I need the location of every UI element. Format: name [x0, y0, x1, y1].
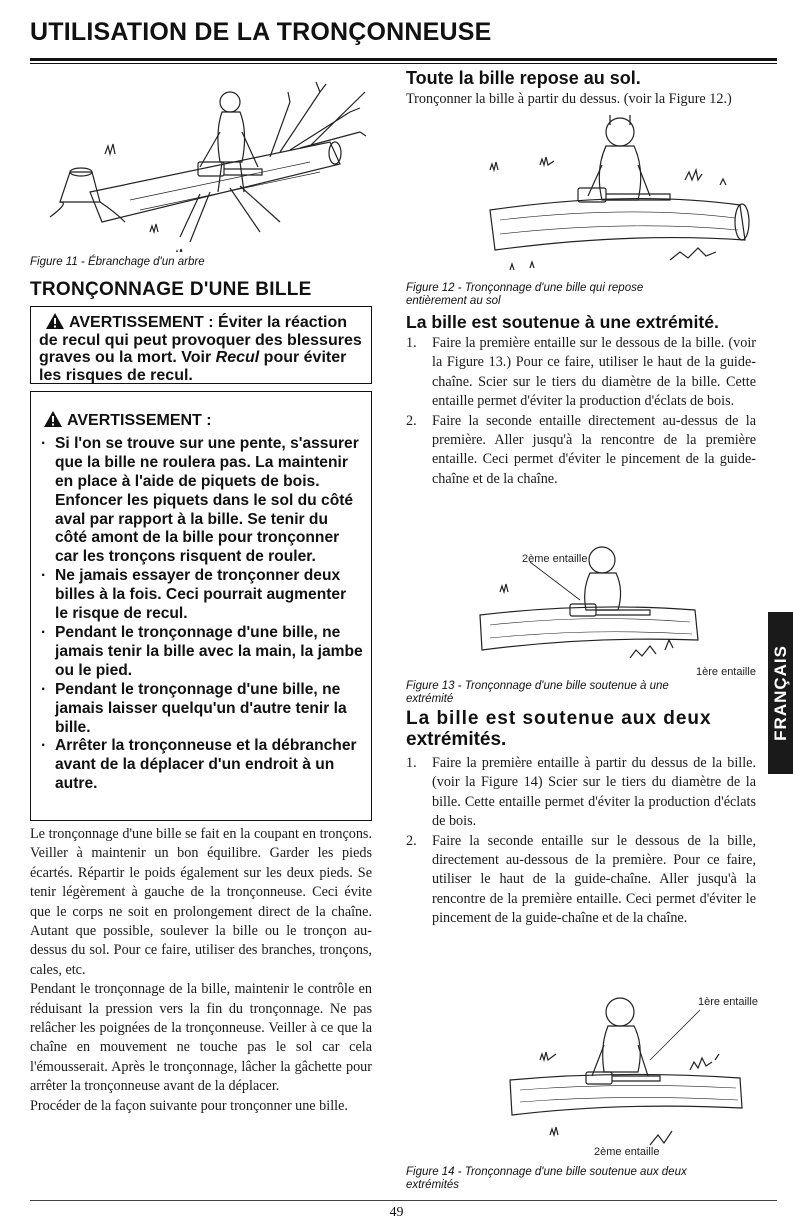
figure-14-caption-line1: Figure 14 - Tronçonnage d'une bille soutenue aux deux: [406, 1166, 687, 1178]
warning-bullet: · Pendant le tronçonnage d'une bille, ne jamais tenir la bille avec la main, la jambe ou le pied.: [41, 623, 363, 679]
warning-bullet: · Si l'on se trouve sur une pente, s'assurer que la bille ne roulera pas. La maintenir en place à l'aide de piquets de bois. Enfoncer les piquets dans le sol du côté aval par rapport à la bille. Se tenir du côté amont de la bille pour tronçonner car les tronçons risquent de rouler.: [41, 434, 359, 566]
step-item: 2. Faire la seconde entaille sur le dessous de la bille, directement au-dessous de la première. Pour ce faire, utiliser le haut de la guide-chaîne. Aller jusqu'à la rencontre de la première entaille. Ceci permet d'éviter le pincement de la guide-chaîne et de la chaîne.: [406, 832, 756, 927]
warning-1-line4: les risques de recul.: [39, 366, 193, 384]
figure-12-caption-line1: Figure 12 - Tronçonnage d'une bille qui repose: [406, 282, 644, 294]
figure-11-caption: Figure 11 - Ébranchage d'un arbre: [30, 256, 205, 268]
warning-1-recul-link: Recul: [215, 349, 260, 366]
figure-11-limbing-illustration: [30, 72, 370, 252]
figure-13-label-second-cut: 2ème entaille: [522, 553, 588, 565]
step-item: 1. Faire la première entaille à partir du dessus de la bille. (voir la Figure 14) Scier sur le tiers du diamètre de la bille. Cette entaille permet d'éviter la production d'éclats de bois.: [406, 755, 756, 830]
heading-log-on-ground: Toute la bille repose au sol.: [406, 68, 641, 88]
steps-supported-one-end: [406, 334, 756, 489]
step-item: 1. Faire la première entaille sur le dessous de la bille. (voir la Figure 13.) Pour ce faire, utiliser le haut de la guide-chaîne. Scier sur le tiers du diamètre de la bille. Cette entaille permet d'éviter la production d'éclats de bois.: [406, 335, 756, 410]
heading-both-ends-line2: extrémités.: [406, 729, 507, 750]
page-title: UTILISATION DE LA TRONÇONNEUSE: [30, 18, 492, 46]
figure-12-caption: [406, 282, 643, 308]
heading-supported-both-ends: [406, 708, 766, 750]
figure-14-illustration: [500, 990, 750, 1160]
figure-14-label-first-cut: 1ère entaille: [698, 996, 758, 1008]
warning-1-label: AVERTISSEMENT : Éviter la réaction: [69, 314, 347, 331]
page-number: 49: [389, 1205, 404, 1220]
warning-bullet: · Arrêter la tronçonneuse et la débrancher avant de la déplacer d'un endroit à un autre.: [41, 737, 357, 793]
section-heading-bucking: TRONÇONNAGE D'UNE BILLE: [30, 279, 312, 300]
side-tab-label: FRANÇAIS: [770, 645, 790, 741]
figure-12-illustration: [470, 110, 770, 280]
warning-bullet: · Ne jamais essayer de tronçonner deux billes à la fois. Ceci pourrait augmenter le risque de recul.: [41, 567, 347, 623]
heading-both-ends-line1: La bille est soutenue aux deux: [406, 708, 712, 729]
figure-13-caption: [406, 680, 669, 706]
paragraph: Le tronçonnage d'une bille se fait en la coupant en tronçons. Veiller à maintenir un bon équilibre. Garder les pieds écartés. Répartir le poids également sur les deux pieds. Se tenir légèrement à gauche de la tronçonneuse. Ceci évite que le corps ne soit en prolongement direct de la chaîne. Autant que possible, soulever la bille ou le tronçon au-dessus du sol. Pour ce faire, utiliser des branches, tronçons, cales, etc.: [30, 826, 372, 978]
heading-supported-one-end: La bille est soutenue à une extrémité.: [406, 312, 719, 332]
warning-triangle-icon: [45, 312, 65, 330]
warning-box-bucking: [30, 391, 372, 821]
warning-1-line3-b: pour éviter: [259, 349, 347, 366]
footer-rule: [30, 1200, 777, 1201]
paragraph: Pendant le tronçonnage de la bille, maintenir le contrôle en réduisant la pression vers la fin du tronçonnage. Ne pas relâcher les poignées de la tronçonneuse. Veiller à ce que la chaîne en mouvement ne touche pas le sol car cela l'émousserait. Après le tronçonnage, lâcher la gâchette pour arrêter la tronçonneuse avant de la déplacer.: [30, 981, 372, 1095]
warning-triangle-icon: [43, 410, 63, 428]
warning-1-line3-a: graves ou la mort. Voir: [39, 349, 216, 366]
header-rule-thin: [30, 63, 777, 64]
bucking-body-text: [30, 825, 372, 1116]
figure-13-caption-line1: Figure 13 - Tronçonnage d'une bille soutenue à une: [406, 680, 669, 692]
figure-12-caption-line2: entièrement au sol: [406, 295, 501, 307]
warning-1-line2: de recul qui peut provoquer des blessures: [39, 331, 362, 349]
figure-13-label-first-cut: 1ère entaille: [696, 666, 756, 678]
warning-2-bullets: [39, 435, 363, 794]
warning-box-kickback: [30, 306, 372, 384]
warning-1-line3: [39, 349, 363, 367]
warning-2-label: AVERTISSEMENT :: [67, 412, 212, 429]
figure-13-illustration: [470, 540, 710, 675]
paragraph: Procéder de la façon suivante pour tronçonner une bille.: [30, 1097, 348, 1114]
figure-14-caption: [406, 1166, 687, 1192]
figure-14-label-second-cut: 2ème entaille: [594, 1146, 660, 1158]
step-item: 2. Faire la seconde entaille directement au-dessus de la première. Aller jusqu'à la rencontre de la première entaille. Ceci permet d'éviter le pincement de la guide-chaîne et de la chaîne.: [406, 412, 756, 487]
language-side-tab: [768, 612, 793, 774]
steps-supported-both-ends: [406, 754, 756, 929]
warning-bullet: · Pendant le tronçonnage d'une bille, ne jamais laisser quelqu'un d'autre tenir la bille.: [41, 680, 347, 736]
figure-14-caption-line2: extrémités: [406, 1179, 460, 1191]
intro-log-on-ground: Tronçonner la bille à partir du dessus. (voir la Figure 12.): [406, 91, 732, 107]
header-rule: [30, 58, 777, 61]
figure-13-caption-line2: extrémité: [406, 693, 454, 705]
